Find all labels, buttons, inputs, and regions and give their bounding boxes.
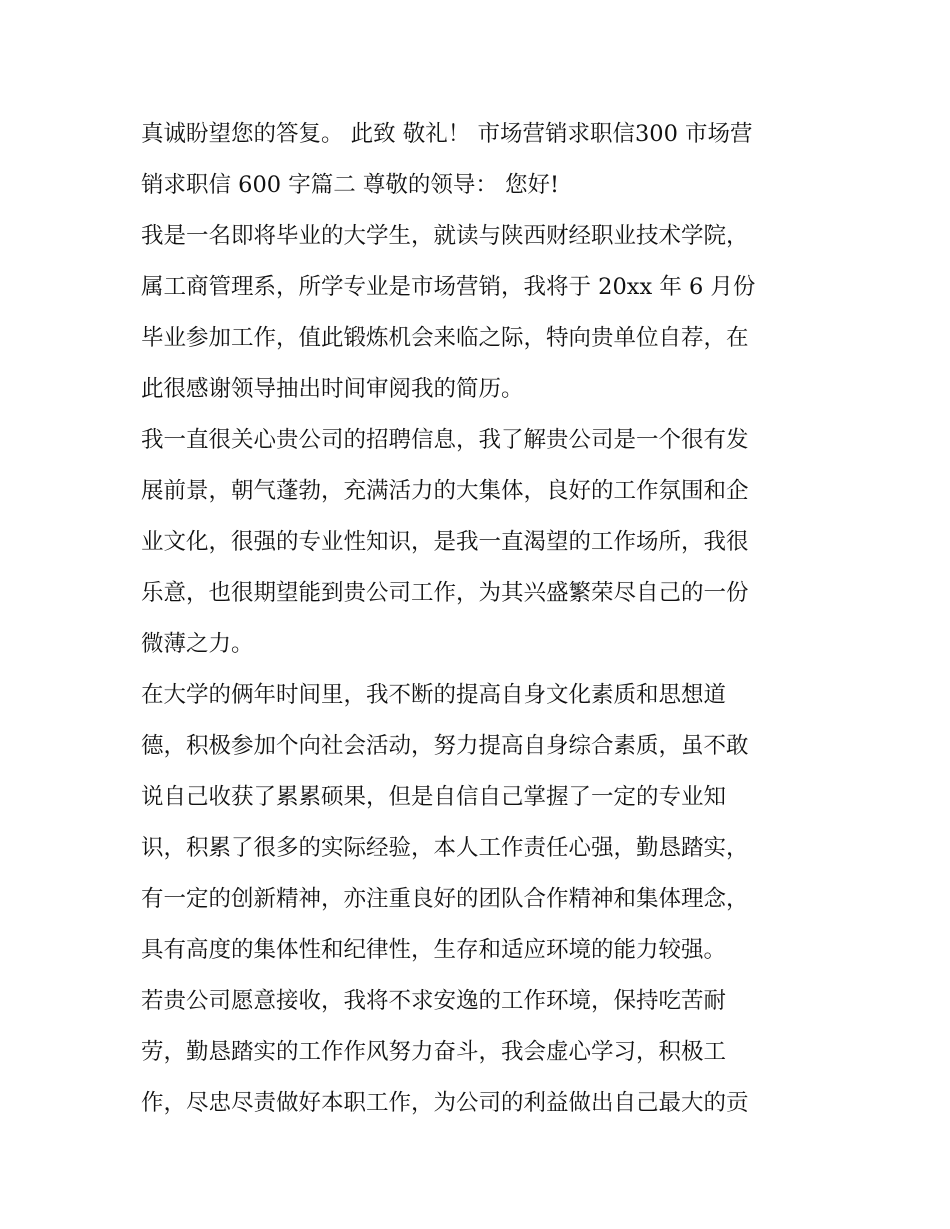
text-line: 具有高度的集体性和纪律性，生存和适应环境的能力较强。 (141, 937, 727, 963)
text-line: 我是一名即将毕业的大学生，就读与陕西财经职业技术学院， (141, 223, 749, 249)
text-line: 若贵公司愿意接收，我将不求安逸的工作环境，保持吃苦耐 (141, 988, 727, 1014)
text-line: 劳，勤恳踏实的工作作风努力奋斗，我会虚心学习，积极工 (141, 1039, 727, 1065)
text-line: 识，积累了很多的实际经验，本人工作责任心强，勤恳踏实， (141, 835, 749, 861)
text-line: 销求职信 600 字篇二 尊敬的领导： 您好! (141, 172, 560, 198)
text-line: 属工商管理系，所学专业是市场营销，我将于 20xx 年 6 月份 (141, 274, 756, 300)
text-line: 说自己收获了累累硕果，但是自信自己掌握了一定的专业知 (141, 784, 727, 810)
text-line: 乐意，也很期望能到贵公司工作，为其兴盛繁荣尽自己的一份 (141, 580, 749, 606)
text-line: 毕业参加工作，值此锻炼机会来临之际，特向贵单位自荐，在 (141, 325, 749, 351)
text-line: 德，积极参加个向社会活动，努力提高自身综合素质，虽不敢 (141, 733, 749, 759)
text-line: 此很感谢领导抽出时间审阅我的简历。 (141, 376, 524, 402)
text-line: 作，尽忠尽责做好本职工作，为公司的利益做出自己最大的贡 (141, 1090, 749, 1116)
text-line: 业文化，很强的专业性知识，是我一直渴望的工作场所，我很 (141, 529, 749, 555)
letter-body (141, 109, 821, 1129)
text-line: 在大学的俩年时间里，我不断的提高自身文化素质和思想道 (141, 682, 727, 708)
text-line: 微薄之力。 (141, 631, 254, 657)
text-line: 真诚盼望您的答复。 此致 敬礼！ 市场营销求职信300 市场营 (141, 121, 753, 147)
text-line: 我一直很关心贵公司的招聘信息，我了解贵公司是一个很有发 (141, 427, 749, 453)
text-line: 展前景，朝气蓬勃，充满活力的大集体，良好的工作氛围和企 (141, 478, 749, 504)
text-line: 有一定的创新精神，亦注重良好的团队合作精神和集体理念， (141, 886, 749, 912)
